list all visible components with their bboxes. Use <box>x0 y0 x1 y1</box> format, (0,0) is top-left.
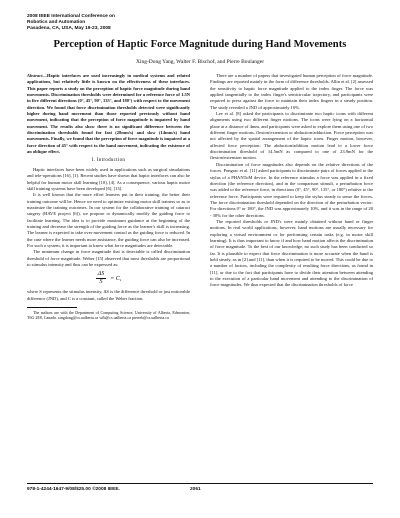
conference-line-3: Pasadena, CA, USA, May 19-23, 2008 <box>27 26 111 31</box>
conference-line-1: 2008 IEEE International Conference on <box>27 14 115 19</box>
body-paragraph: It is well known that the more effort learners put in their training, the better their training outcome will be. Hence we need to optimize existing motor skill trainers so as to maximize the training outcomes. In our system for the collaborative training of cataract surgery (HAVE project [6]), we propose to dynamically modify the guiding force to facilitate learning. The idea is to provide maximum guidance at the beginning of the training and decrease the strength of the guiding force as the learner's skill is increasing. The learner is expected to take over movement control as the guiding force is reduced. In the case where the learner needs more assistance, the guiding force can also be increased. For such a system, it is important to know what force magnitudes are detectable. <box>27 192 190 248</box>
weber-equation <box>27 271 190 286</box>
body-paragraph: There are a number of papers that investigated human perception of force magnitude. Findings are reported mainly in the form of difference thresholds. Allin et al. [2] assessed the sensitivity to haptic force magnitude applied to the index finger. The force was applied tangentially to the index finger's semicircular trajectory, and participants were required to press against the force to maintain their index fingers in a steady position. The study revealed a JND of approximately 10%. <box>210 73 373 110</box>
equation-fraction <box>96 271 107 286</box>
body-paragraph: Haptic interfaces have been widely used in applications such as surgical simulations and tele-operations [16], [1]. Recent studies have shown that haptic interfaces can also be helpful for human motor skill learning [10], [4]. As a consequence, various haptic motor skill training systems have been developed [6], [13]. <box>27 166 190 191</box>
conference-line-2: Robotics and Automation <box>27 20 86 25</box>
author-footnote: The authors are with the Department of Computing Science, University of Alberta, Edmonton, T6G 2E8, Canada. xingdong@cs.ualberta.ca wfb@cs.ualberta.ca pierreb@cs.ualberta.ca <box>27 310 190 320</box>
right-column <box>210 73 373 289</box>
abstract <box>27 73 190 155</box>
abstract-lead: Abstract <box>27 73 43 78</box>
section-heading-introduction: I. Introduction <box>91 158 126 164</box>
body-paragraph: The reported thresholds or JND's were mainly obtained without hand or finger motions. In real world applications, however, hand motions are usually necessary for exploring a virtual environment or for performing certain tasks (e.g. in motor skill learning). It is thus important to know if and how hand motion affects the discrimination of force magnitude. To the best of our knowledge, no such study has been conducted so far. It is plausible to expect that force discrimination is more accurate when the hand is held steady, as in [2] and [11], than when it is required to be moved. This could be due to a number of factors, including the complexity of resulting force directions, as found in [11], or due to the fact that participants have to divide their attention between attending to the execution of a particular hand movement and attending to the discrimination of force magnitudes. We thus expected that the discrimination thresholds of force <box>210 218 373 288</box>
paper-authors: Xing-Dong Yang, Walter F. Bischof, and Pierre Boulanger <box>135 59 265 65</box>
equation-rhs: = C, <box>110 275 122 282</box>
body-paragraph: Lee et al. [8] asked the participants to discriminate two haptic icons with different alignments using two different finger motions. The icons were lying on a horizontal plane at a distance of 4mm, and participants were asked to explore them using one of two different finger motions, flexion/extension or abduction/adduction. Force perception was not affected by the spatial arrangement of the haptic icons. Finger motion, however, affected force perception: The abduction/addition motion lead to a lower force discrimination threshold of 14.5mN as compared to one of 23.9mN for the flexion/extension motion. <box>210 111 373 161</box>
abstract-text: —Haptic interfaces are used increasingly in medical systems and related applications, but relatively little is known on the effectiveness of these interfaces. This paper reports a study on the perception of haptic force magnitude during hand movements. Discrimination thresholds were determined for a reference force of 1.5N in five different directions (0°, 45°, 90°, 135°, and 180°) with respect to the movement direction. We found that force discrimination thresholds detected were significantly higher during hand movement than those reported previously without hand movement, indicating that the perception of force magnitude is impaired by hand movement. The results also show there is no significant difference between the discrimination thresholds found for fast (28mm/s) and slow (14mm/s) hand movements. Finally, we found that the perception of force magnitude is impaired at a force direction of 45° with respect to the hand movement, indicating the existence of an oblique effect. <box>27 73 190 155</box>
footer-divider <box>27 483 373 484</box>
equation-denominator: S <box>99 279 103 286</box>
body-paragraph: Discrimination of force magnitudes also depends on the relative directions of the forces. Pongrac et al. [11] asked participants to discriminate pairs of forces applied to the stylus of a PHANToM device. In the reference stimulus a force was applied in a fixed direction (the reference direction), and in the comparison stimuli, a perturbation force was added to the reference force, in directions (0°, 45°, 90°, 135°, or 180°) relative to the reference force. Participants were required to keep the stylus steady to sense the forces. The force discrimination threshold depended on the direction of the perturbation vector: For directions 0° or 180°, the JND was approximately 10%, and it was in the range of 20 - 30% for the other directions. <box>210 161 373 218</box>
equation-numerator: ΔS <box>97 271 105 278</box>
conference-header <box>27 14 207 32</box>
body-paragraph: The minimum change in force magnitude that is detectable is called discrimination threshold of force magnitude. Weber [15] observed that most thresholds are proportional to stimulus intensity and thus can be expressed as: <box>27 249 190 267</box>
page-number: 2061 <box>190 487 201 492</box>
body-paragraph: where S represents the stimulus intensity, ΔS is the difference threshold or just noticeable difference (JND), and C is a constant, called the Weber fraction. <box>27 289 190 301</box>
footnote-divider <box>27 307 77 308</box>
left-column <box>27 73 190 320</box>
paper-title: Perception of Haptic Force Magnitude during Hand Movements <box>53 39 347 50</box>
copyright-footer: 978-1-4244-1647-9/08/$25.00 ©2008 IEEE. <box>27 487 120 492</box>
